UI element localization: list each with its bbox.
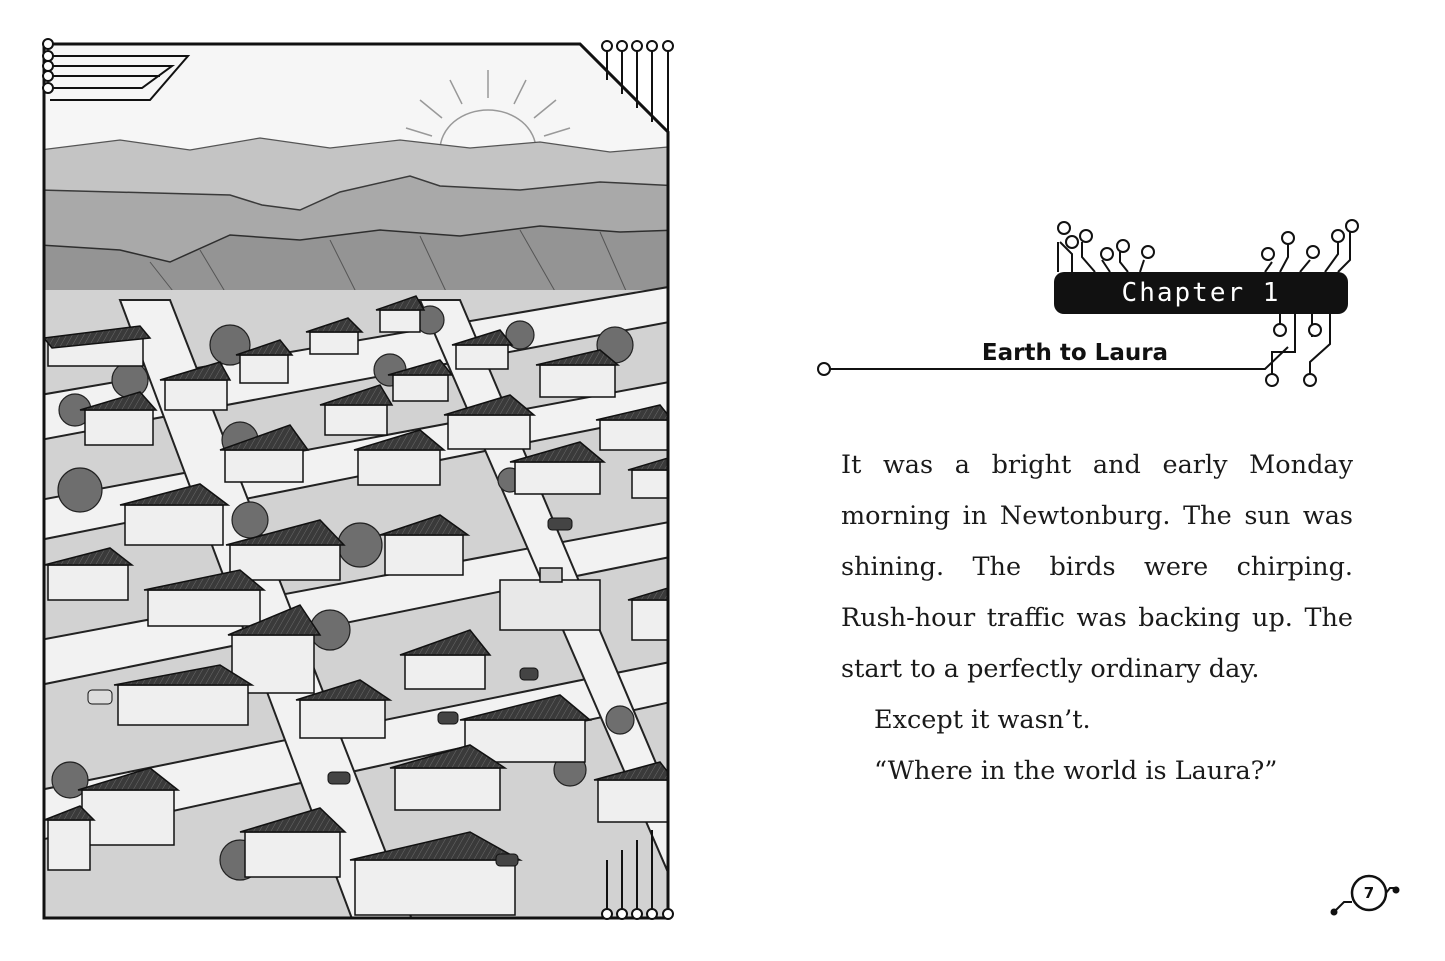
- story-text: [841, 440, 1353, 797]
- chapter-title: Earth to Laura: [981, 340, 1169, 366]
- town-illustration: [0, 0, 700, 961]
- illustration-scene: [40, 40, 680, 940]
- story-paragraph: “Where in the world is Laura?”: [874, 756, 1278, 786]
- page-number: 7: [1363, 884, 1375, 902]
- chapter-number-label: Chapter 1: [1121, 278, 1281, 308]
- story-paragraph: It was a bright and early Monday morning in Newtonburg. The sun was shining. The birds were chirping. Rush-hour traffic was backing up. The start to a perfectly ordinary day.: [841, 450, 1353, 684]
- story-paragraph: Except it wasn’t.: [874, 705, 1091, 735]
